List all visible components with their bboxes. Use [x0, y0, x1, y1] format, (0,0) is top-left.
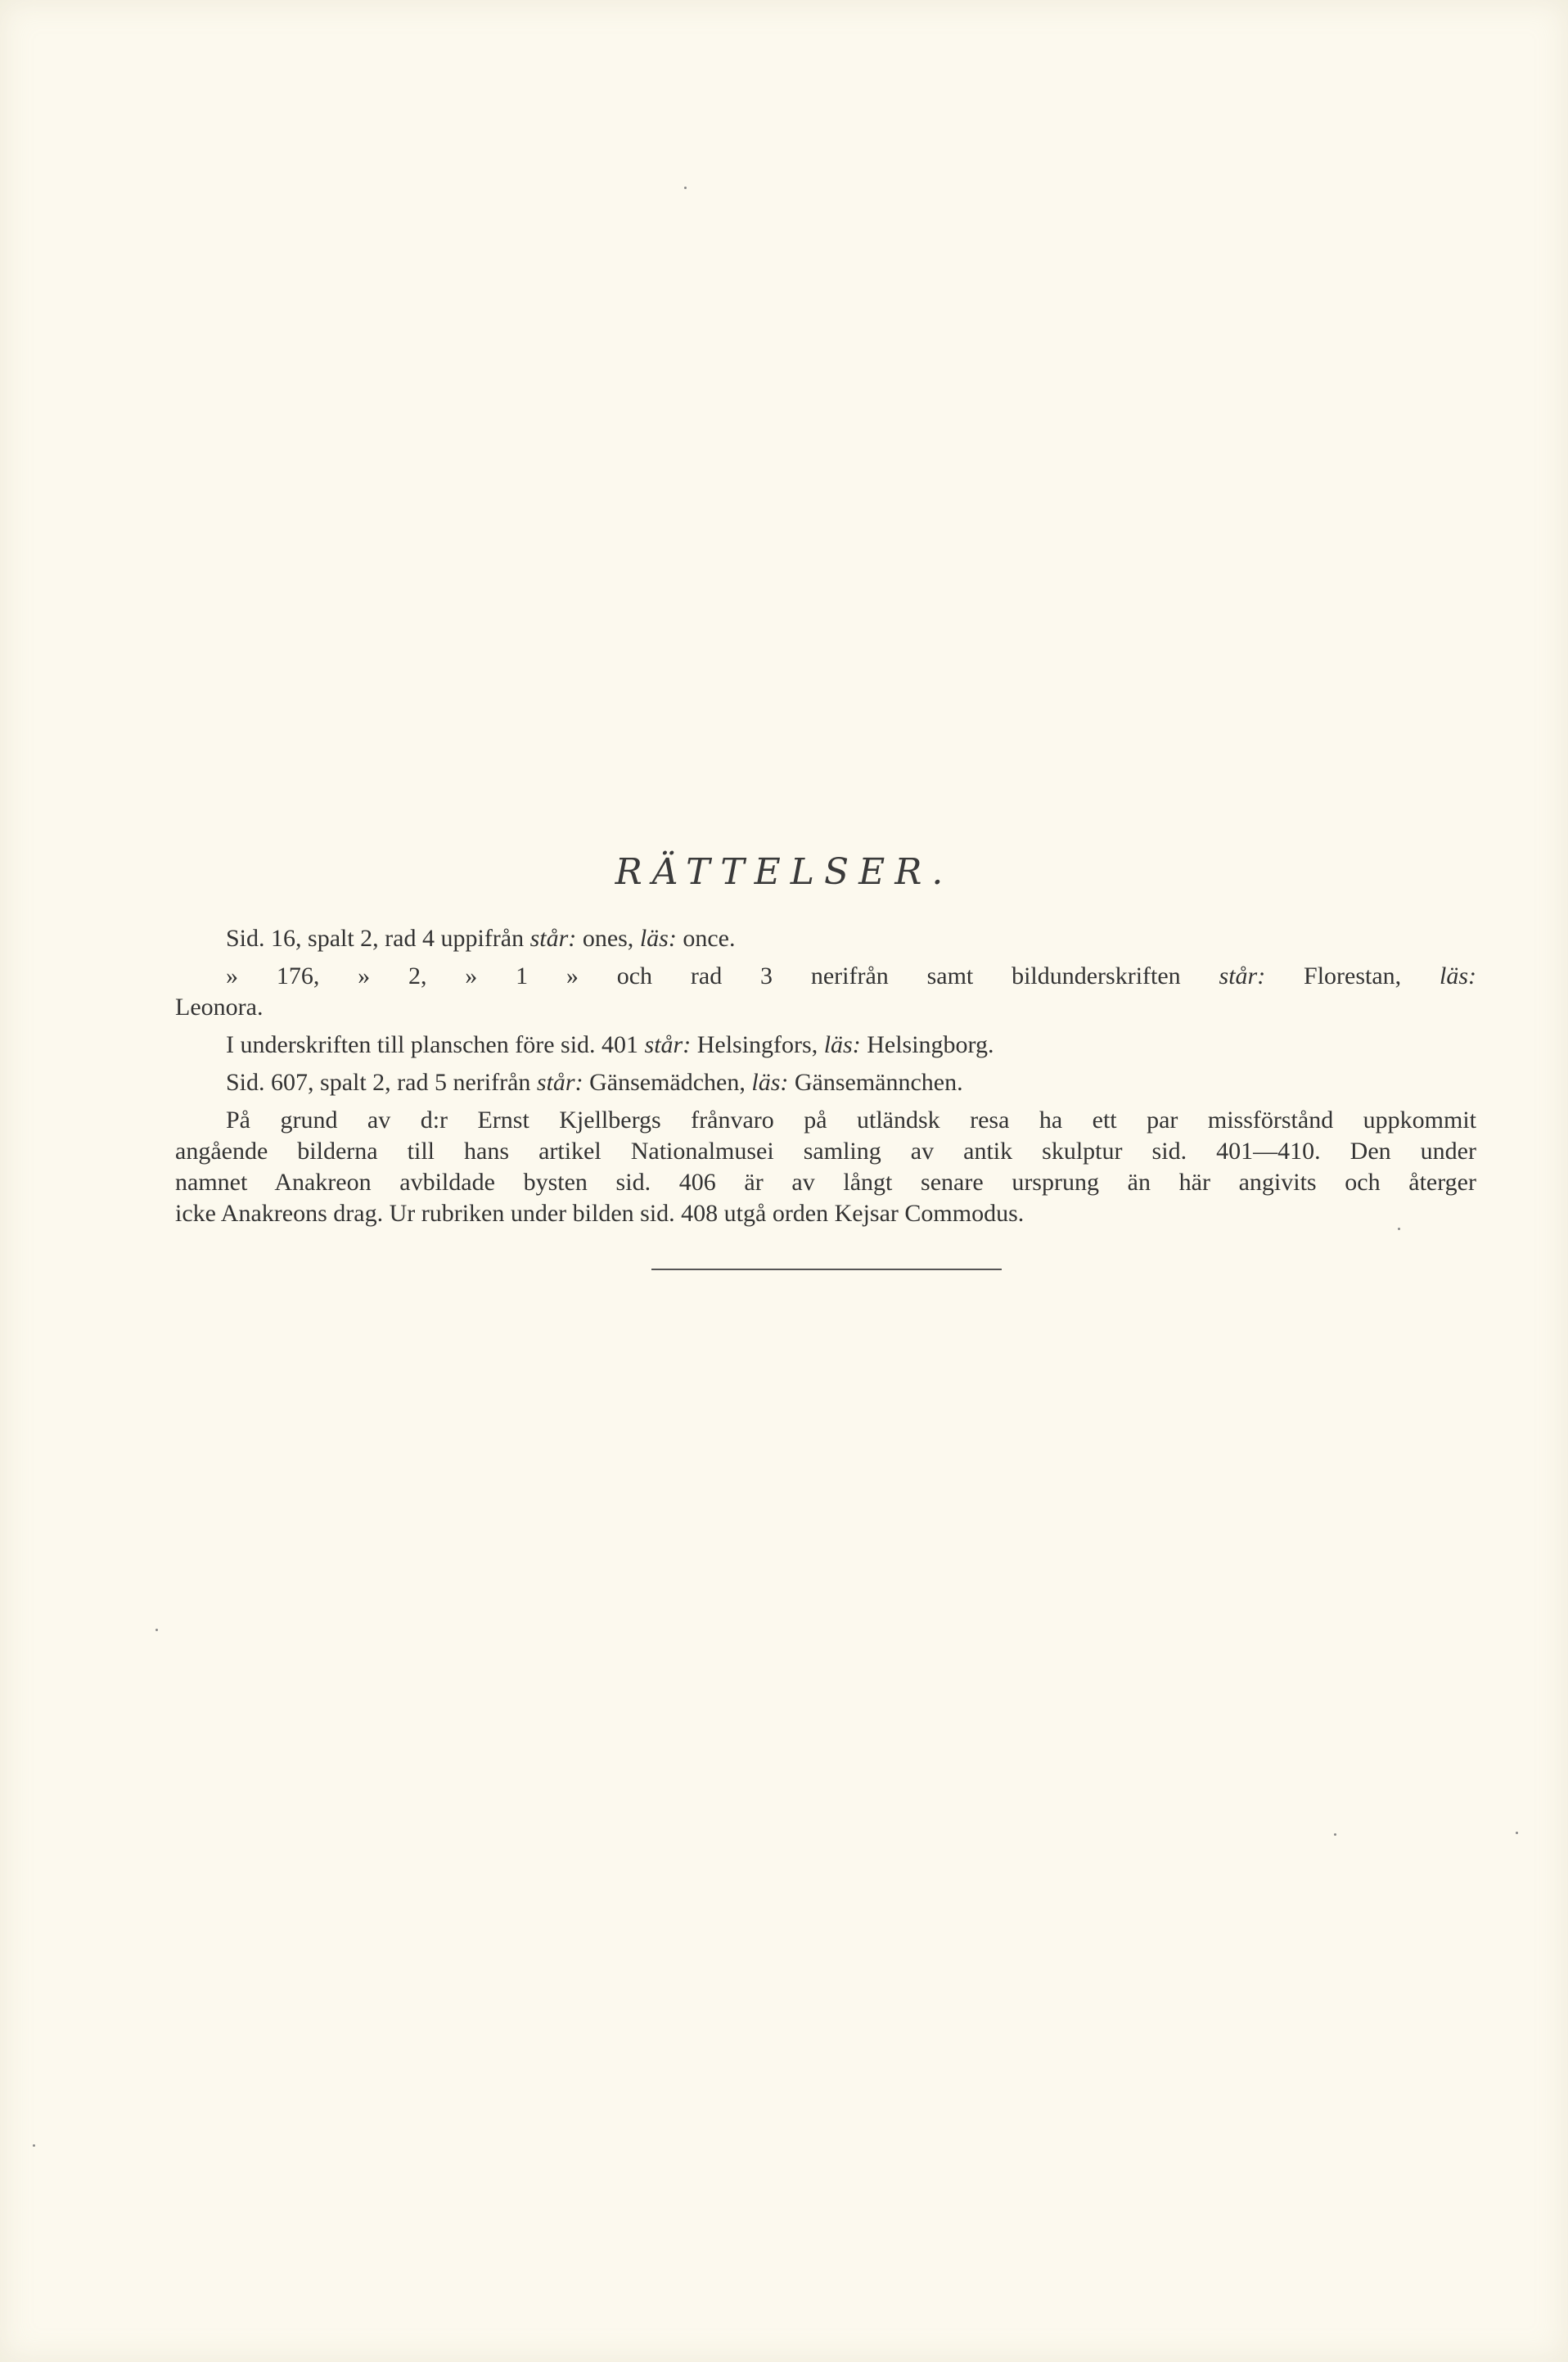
- errata-text: [175, 923, 1476, 1229]
- errata-line-4-right: Helsingborg.: [867, 1031, 994, 1058]
- errata-line-5: [175, 1067, 1476, 1098]
- errata-paragraph-line-3: namnet Anakreon avbildade bysten sid. 406 är av långt senare ursprung än här angivits och återger: [175, 1169, 1476, 1196]
- errata-line-4-wrong: Helsingfors,: [696, 1031, 818, 1058]
- errata-paragraph-line-2: angående bilderna till hans artikel Nationalmusei samling av antik skulptur sid. 401—410. Den under: [175, 1138, 1476, 1165]
- errata-line-1: [175, 923, 1476, 954]
- paper-speck: [1516, 1832, 1518, 1834]
- errata-line-4-star: står:: [644, 1031, 692, 1058]
- errata-line-5-wrong: Gänsemädchen,: [589, 1069, 746, 1096]
- errata-line-1-right: once.: [683, 925, 736, 952]
- paper-speck: [155, 1629, 158, 1631]
- paper-speck: [1334, 1833, 1336, 1836]
- errata-line-1-wrong: ones,: [582, 925, 634, 952]
- errata-line-1-star: står:: [529, 925, 577, 952]
- errata-line-2-wrong: Florestan,: [1304, 962, 1402, 989]
- errata-line-3: Leonora.: [175, 994, 264, 1021]
- paper-speck: [33, 2144, 35, 2147]
- paper-speck: [1398, 1228, 1400, 1230]
- errata-paragraph-line-1: På grund av d:r Ernst Kjellbergs frånvaro på utländsk resa ha ett par missförstånd uppkommit: [226, 1107, 1476, 1134]
- errata-line-5-ref: Sid. 607, spalt 2, rad 5 nerifrån: [226, 1069, 531, 1096]
- errata-line-5-las: läs:: [751, 1069, 789, 1096]
- errata-line-5-right: Gänsemännchen.: [794, 1069, 963, 1096]
- errata-paragraph-line-4: icke Anakreons drag. Ur rubriken under bilden sid. 408 utgå orden Kejsar Commodus.: [175, 1200, 1025, 1227]
- errata-line-2-star: står:: [1219, 962, 1266, 989]
- errata-line-4: [175, 1030, 1476, 1061]
- closing-rule: [651, 1269, 1002, 1270]
- errata-line-5-star: står:: [536, 1069, 583, 1096]
- errata-line-2-ref: » 176, » 2, » 1 » och rad 3 nerifrån samt bildunderskriften: [226, 962, 1181, 989]
- page-title: RÄTTELSER.: [615, 851, 953, 893]
- errata-line-4-las: läs:: [823, 1031, 861, 1058]
- errata-line-1-ref: Sid. 16, spalt 2, rad 4 uppifrån: [226, 925, 525, 952]
- paper-speck: [684, 187, 687, 189]
- errata-line-1-las: läs:: [639, 925, 677, 952]
- errata-line-2-las: läs:: [1440, 962, 1477, 989]
- errata-line-4-ref: I underskriften till planschen före sid. 401: [226, 1031, 639, 1058]
- errata-line-2: [175, 961, 1476, 992]
